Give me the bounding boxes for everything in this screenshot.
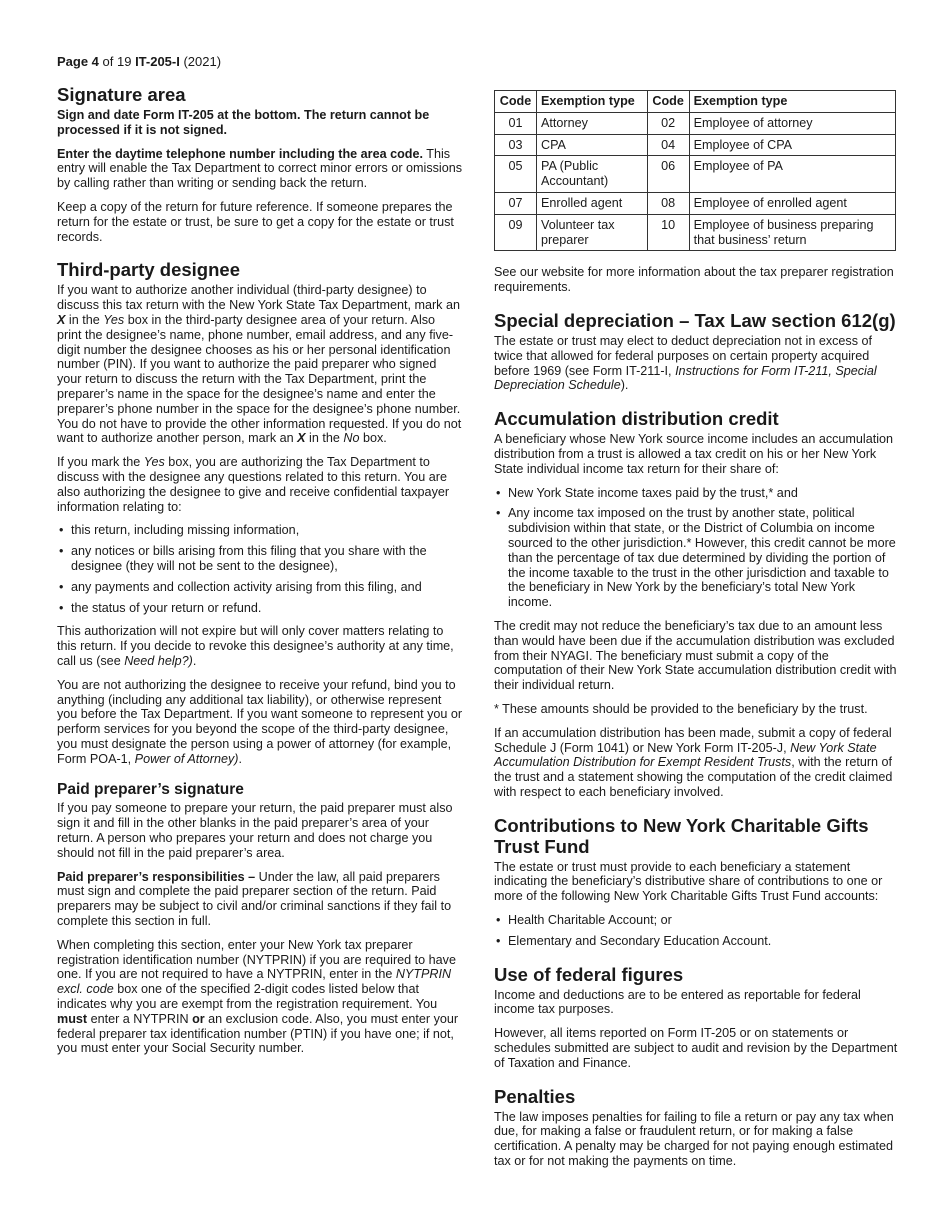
charitable-list [494,913,899,949]
signature-title: Signature area [57,84,186,105]
phone-text: This entry will enable the Tax Department to correct minor errors or omissions by calling rather than writing or sending back the return. [57,146,463,191]
third-party-p4: You are not authorizing the designee to receive your refund, bind you to anything (including any additional tax liability), or otherwise represent you before the Tax Department. If you want someone to represent you or perform services for you beyond the scope of the third-party designee, you must designate the person using a power of attorney (for example, Form POA-1, Power of Attorney). [57,677,463,766]
exemption-table [494,90,896,251]
website-note: See our website for more information about the tax preparer registration requirements. [494,265,894,295]
header-exemption-type: Exemption type [689,91,895,113]
federal-figures-p2: However, all items reported on Form IT-205 or on statements or schedules submitted are subject to audit and revision by the Department of Taxation and Finance. [494,1026,898,1070]
signature-intro: Sign and date Form IT-205 at the bottom. The return cannot be processed if it is not signed. [57,108,430,137]
form-id: IT-205-I [135,54,180,69]
charitable-section [494,815,899,949]
third-party-p2: If you mark the Yes box, you are authorizing the Tax Department to discuss with the designee any questions related to this return. You are also authorizing the designee to give and receive confidential taxpayer information relating to: [57,455,450,514]
federal-figures-section [494,964,899,1071]
charitable-title: Contributions to New York Charitable Gifts Trust Fund [494,814,869,857]
third-party-p3: This authorization will not expire but will only cover matters relating to this return. If you decide to revoke this designee’s authority at any time, call us (see Need help?). [57,624,454,668]
accumulation-footnote: * These amounts should be provided to the beneficiary by the trust. [494,701,868,716]
paid-preparer-p1: If you pay someone to prepare your return, the paid preparer must also sign it and fill in the other blanks in the paid preparer’s area of your return. A person who prepares your return and does not charge you should not fill in the paid preparer’s area. [57,801,453,860]
paid-preparer-section [57,781,463,1056]
table-row: 05 PA (Public Accountant) 06 Employee of PA [495,156,896,193]
list-item: • any payments and collection activity arising from this filing, and [57,580,463,595]
page-label: Page 4 [57,54,99,69]
form-year: (2021) [179,54,222,69]
third-party-title: Third-party designee [57,259,240,281]
list-item: • any notices or bills arising from this filing that you share with the designee (they will not be sent to the designee), [57,544,463,574]
page-header [57,54,221,69]
accumulation-p2: The credit may not reduce the beneficiary’s tax due to an amount less than would have been due if the accumulation distribution was excluded from their NYAGI. The beneficiary must submit a copy of the computation of their New York State accumulation distribution credit with their individual return. [494,618,897,693]
phone-bold: Enter the daytime telephone number including the area code. [57,146,423,161]
header-code: Code [647,91,689,113]
list-item: • Any income tax imposed on the trust by another state, political subdivision within that state, or the District of Columbia on income sourced to the other jurisdiction.* However, this credit cannot be more than the percentage of tax due determined by dividing the portion of the income taxable to the trust in the other jurisdiction and taxable to the beneficiary in New York by the beneficiary’s total New York income. [494,506,899,610]
special-depreciation-title: Special depreciation – Tax Law section 612(g) [494,309,896,331]
federal-figures-title: Use of federal figures [494,963,684,985]
accumulation-list [494,486,899,610]
right-column [494,90,899,1184]
penalties-section [494,1086,899,1169]
table-row: 03 CPA 04 Employee of CPA [495,134,896,156]
third-party-section [57,259,463,766]
table-header-row [495,91,896,113]
list-item: • this return, including missing information, [57,523,463,538]
header-exemption-type: Exemption type [537,91,648,113]
table-row: 09 Volunteer tax preparer 10 Employee of business preparing that business’ return [495,214,896,251]
special-depreciation-text: The estate or trust may elect to deduct depreciation not in excess of twice that allowed for federal purposes on certain property acquired before 1969 (see Form IT-211-I, Instructions for Form IT-211, Special Depreciation Schedule). [494,333,877,393]
paid-preparer-resp: Paid preparer’s responsibilities – Under the law, all paid preparers must sign and complete the paid preparer section of the return. Paid preparers may be subject to civil and/or criminal sanctions if they fail to complete this section in full. [57,869,452,929]
penalties-title: Penalties [494,1085,576,1107]
accumulation-title: Accumulation distribution credit [494,408,779,430]
special-depreciation-section [494,310,899,393]
table-row: 07 Enrolled agent 08 Employee of enrolled agent [495,192,896,214]
third-party-p1: If you want to authorize another individual (third-party designee) to discuss this tax return with the New York State Tax Department, mark an X in the Yes box in the third-party designee area of your return. Also print the designee’s name, phone number, email address, and any five-digit number the designee chooses as his or her personal identification number (PIN). If you want to authorize the paid preparer who signed your return to discuss the return with the Tax Department, print the preparer’s name in the space for the designee’s name and enter the preparer’s phone number in the space for the designee’s phone number. You do not have to provide the other information requested. If you do not want to authorize another person, mark an X in the No box. [57,283,462,446]
left-column [57,84,463,1071]
list-item: • Health Charitable Account; or [494,913,899,928]
accumulation-section [494,408,899,800]
accumulation-p3: If an accumulation distribution has been made, submit a copy of federal Schedule J (Form 1041) or New York Form IT-205-J, New York State Accumulation Distribution for Exempt Resident Trusts, with the return of the trust and a statement showing the computation of the credit claimed with respect to each beneficiary involved. [494,725,893,799]
page-of: of 19 [98,54,136,69]
paid-preparer-title: Paid preparer’s signature [57,781,244,799]
federal-figures-p1: Income and deductions are to be entered as reportable for federal income tax purposes. [494,987,861,1017]
signature-section [57,84,463,244]
accumulation-p1: A beneficiary whose New York source income includes an accumulation distribution from a trust is allowed a tax credit on his or her New York State individual income tax return for their share of: [494,432,894,476]
keep-copy-text: Keep a copy of the return for future reference. If someone prepares the return for the estate or trust, be sure to get a copy for the estate or trust records. [57,199,454,244]
list-item: • the status of your return or refund. [57,601,463,616]
list-item: • Elementary and Secondary Education Account. [494,934,899,949]
penalties-text: The law imposes penalties for failing to file a return or pay any tax when due, for making a false or fraudulent return, or for making a false certification. A penalty may be charged for not paying enough estimated tax or for not making the payments on time. [494,1109,894,1169]
third-party-list [57,523,463,615]
table-row: 01 Attorney 02 Employee of attorney [495,112,896,134]
header-code: Code [495,91,537,113]
charitable-p1: The estate or trust must provide to each beneficiary a statement indicating the beneficiary’s distributive share of contributions to one or more of the following New York Charitable Gifts Trust Fund accounts: [494,859,883,904]
paid-preparer-p3: When completing this section, enter your New York tax preparer registration identification number (NYTPRIN) if you are required to have one. If you are not required to have a NYTPRIN, enter in the NYTPRIN excl. code box one of the specified 2-digit codes listed below that indicates why you are exempt from the registration requirement. You must enter a NYTPRIN or an exclusion code. Also, you must enter your federal preparer tax identification number (PTIN) if you have one; if not, you must enter your Social Security number. [57,937,459,1056]
list-item: • New York State income taxes paid by the trust,* and [494,486,899,501]
